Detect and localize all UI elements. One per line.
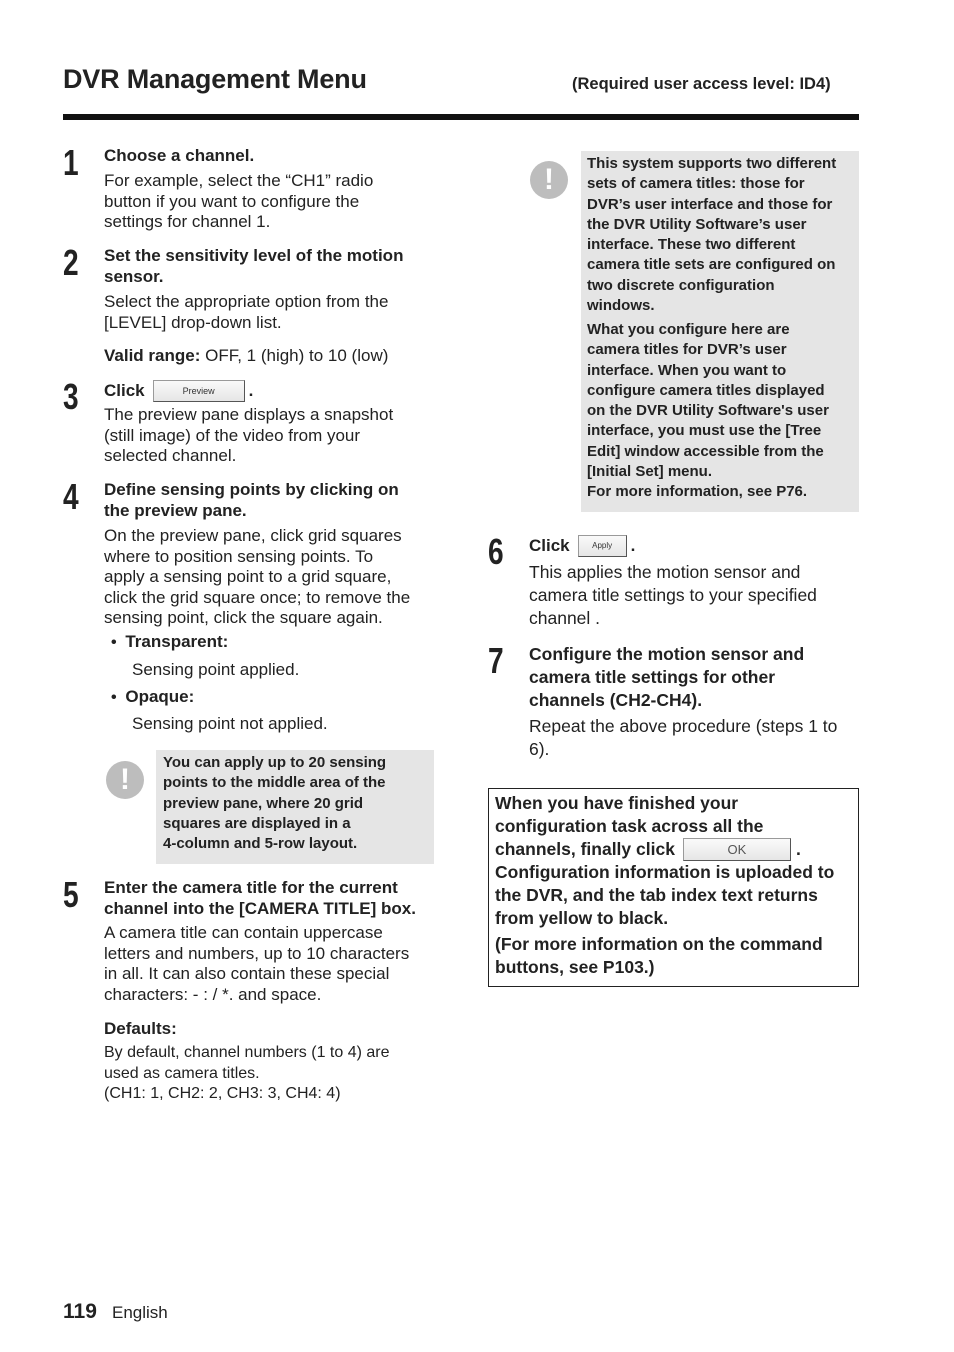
step-body: Select the appropriate option from the [LEVEL] drop-down list. — [104, 292, 389, 332]
valid-range: Valid range: OFF, 1 (high) to 10 (low) — [104, 346, 389, 365]
step-title: Click Apply . — [529, 535, 635, 557]
step-title: Click Preview . — [104, 380, 253, 402]
step-title: Define sensing points by clicking on the preview pane. — [104, 480, 399, 520]
header-rule — [63, 114, 859, 120]
step-body: Repeat the above procedure (steps 1 to 6). — [529, 716, 838, 759]
step-body: A camera title can contain uppercase letters and numbers, up to 10 characters in all. It can also contain these special characters: - : / *. and space. — [104, 923, 410, 1004]
page-number: 119 — [63, 1300, 97, 1323]
defaults-body: By default, channel numbers (1 to 4) are used as camera titles. (CH1: 1, CH2: 2, CH3: 3, CH4: 4) — [104, 1044, 390, 1102]
step-body: The preview pane displays a snapshot (still image) of the video from your selected channel. — [104, 405, 394, 465]
step-number: 6 — [488, 531, 504, 572]
step-body: On the preview pane, click grid squares where to position sensing points. To apply a sensing point to a grid square, click the grid square once; to remove the sensing point, click the square again. — [104, 526, 411, 627]
preview-button-image: Preview — [153, 380, 245, 402]
step-number: 2 — [63, 242, 79, 283]
step-number: 4 — [63, 476, 79, 517]
exclamation-icon: ! — [530, 161, 568, 199]
footer-language: English — [112, 1303, 168, 1322]
defaults-label: Defaults: — [104, 1019, 177, 1038]
final-info-text: When you have finished your configuration task across all the channels, finally click OK . Configuration information is uploaded to the DVR, and the tab index text returns from yellow to black. — [495, 793, 835, 928]
page-title: DVR Management Menu — [63, 64, 367, 94]
access-level: (Required user access level: ID4) — [572, 75, 831, 93]
step-number: 3 — [63, 376, 79, 417]
bullet-item: • Opaque: — [111, 687, 195, 706]
ok-button-image: OK — [683, 838, 791, 861]
step-body: This applies the motion sensor and camera title settings to your specified channel . — [529, 562, 817, 628]
step-number: 7 — [488, 640, 504, 681]
bullet-desc: Sensing point not applied. — [132, 714, 328, 733]
note-text: This system supports two different sets of camera titles: those for DVR’s user interface and those for the DVR Utility Software’s user interface. These two different camera title sets are configured on two discrete configuration windows. — [587, 155, 837, 315]
final-info-more: (For more information on the command buttons, see P103.) — [495, 934, 823, 977]
bullet-desc: Sensing point applied. — [132, 660, 300, 679]
step-title: Enter the camera title for the current channel into the [CAMERA TITLE] box. — [104, 878, 416, 918]
note-text: What you configure here are camera titles for DVR’s user interface. When you want to configure camera titles displayed on the DVR Utility Software's user interface, you must use the [Tree Edit] window accessible from the [Initial Set] menu. For more information, see P76. — [587, 321, 829, 501]
step-title: Configure the motion sensor and camera title settings for other channels (CH2-CH4). — [529, 644, 805, 710]
step-number: 1 — [63, 142, 79, 183]
apply-button-image: Apply — [578, 535, 627, 557]
step-title: Set the sensitivity level of the motion sensor. — [104, 246, 404, 286]
step-title: Choose a channel. — [104, 146, 255, 165]
step-body: For example, select the “CH1” radio button if you want to configure the settings for channel 1. — [104, 171, 374, 231]
exclamation-icon: ! — [106, 761, 144, 799]
bullet-item: • Transparent: — [111, 632, 229, 651]
note-text: You can apply up to 20 sensing points to the middle area of the preview pane, where 20 grid squares are displayed in a 4-column and 5-row layout. — [163, 754, 387, 853]
step-number: 5 — [63, 874, 79, 915]
